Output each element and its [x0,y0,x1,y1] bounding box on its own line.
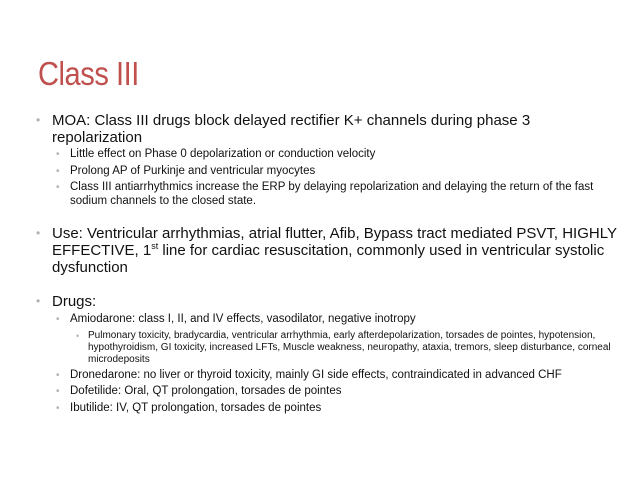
bullet-icon: • [36,113,41,127]
bullet-moa-sub-3 [36,181,621,208]
bullet-use [36,225,621,276]
bullet-icon: • [56,149,60,160]
bullet-ibutilide [36,402,621,416]
amiodarone-effects-text: Pulmonary toxicity, bradycardia, ventricular arrhythmia, early afterdepolarization, torsades de pointes, hypotension, hypothyroidism, GI toxicity, increased LFTs, Muscle weakness, neuropathy, ataxia, tremors, sleep disturbance, corneal microdeposits [88,329,611,365]
bullet-icon: • [56,182,60,193]
bullet-moa-sub-1 [36,148,621,162]
bullet-icon: • [36,226,41,240]
drugs-label: Drugs: [52,293,97,310]
use-text-before: Use: Ventricular arrhythmias, atrial flutter, Afib, Bypass tract mediated PSVT, HIGHLY EFFECTIVE, 1 [52,225,617,259]
slide-content [36,112,621,415]
bullet-icon: • [56,402,60,414]
ibutilide-text: Ibutilide: IV, QT prolongation, torsades de pointes [70,401,322,414]
bullet-icon: • [36,294,41,308]
use-superscript: st [151,241,159,251]
bullet-drugs [36,293,621,310]
bullet-amiodarone-effects [36,330,621,366]
bullet-moa [36,112,621,146]
dofetilide-text: Dofetilide: Oral, QT prolongation, torsades de pointes [70,385,342,397]
dronedarone-text: Dronedarone: no liver or thyroid toxicity, mainly GI side effects, contraindicated in advanced CHF [70,368,562,381]
bullet-icon: • [56,314,60,325]
bullet-amiodarone [36,313,621,327]
slide-title: Class III [38,55,139,92]
bullet-dofetilide [36,385,621,399]
bullet-dronedarone [36,369,621,383]
bullet-icon: • [56,165,60,177]
bullet-icon: • [56,369,60,381]
moa-sub-text: Class III antiarrhythmics increase the ERP by delaying repolarization and delaying the return of the fast sodium channels to the closed state. [70,181,594,207]
amiodarone-text: Amiodarone: class I, II, and IV effects, vasodilator, negative inotropy [70,313,416,325]
moa-text: MOA: Class III drugs block delayed rectifier K+ channels during phase 3 repolarization [52,112,531,146]
bullet-icon: • [56,386,60,397]
bullet-moa-sub-2 [36,165,621,179]
use-text-after: line for cardiac resuscitation, commonly used in ventricular systolic dysfunction [52,242,605,276]
moa-sub-text: Prolong AP of Purkinje and ventricular myocytes [70,164,316,177]
moa-sub-text: Little effect on Phase 0 depolarization or conduction velocity [70,148,376,160]
bullet-icon: • [76,330,80,341]
